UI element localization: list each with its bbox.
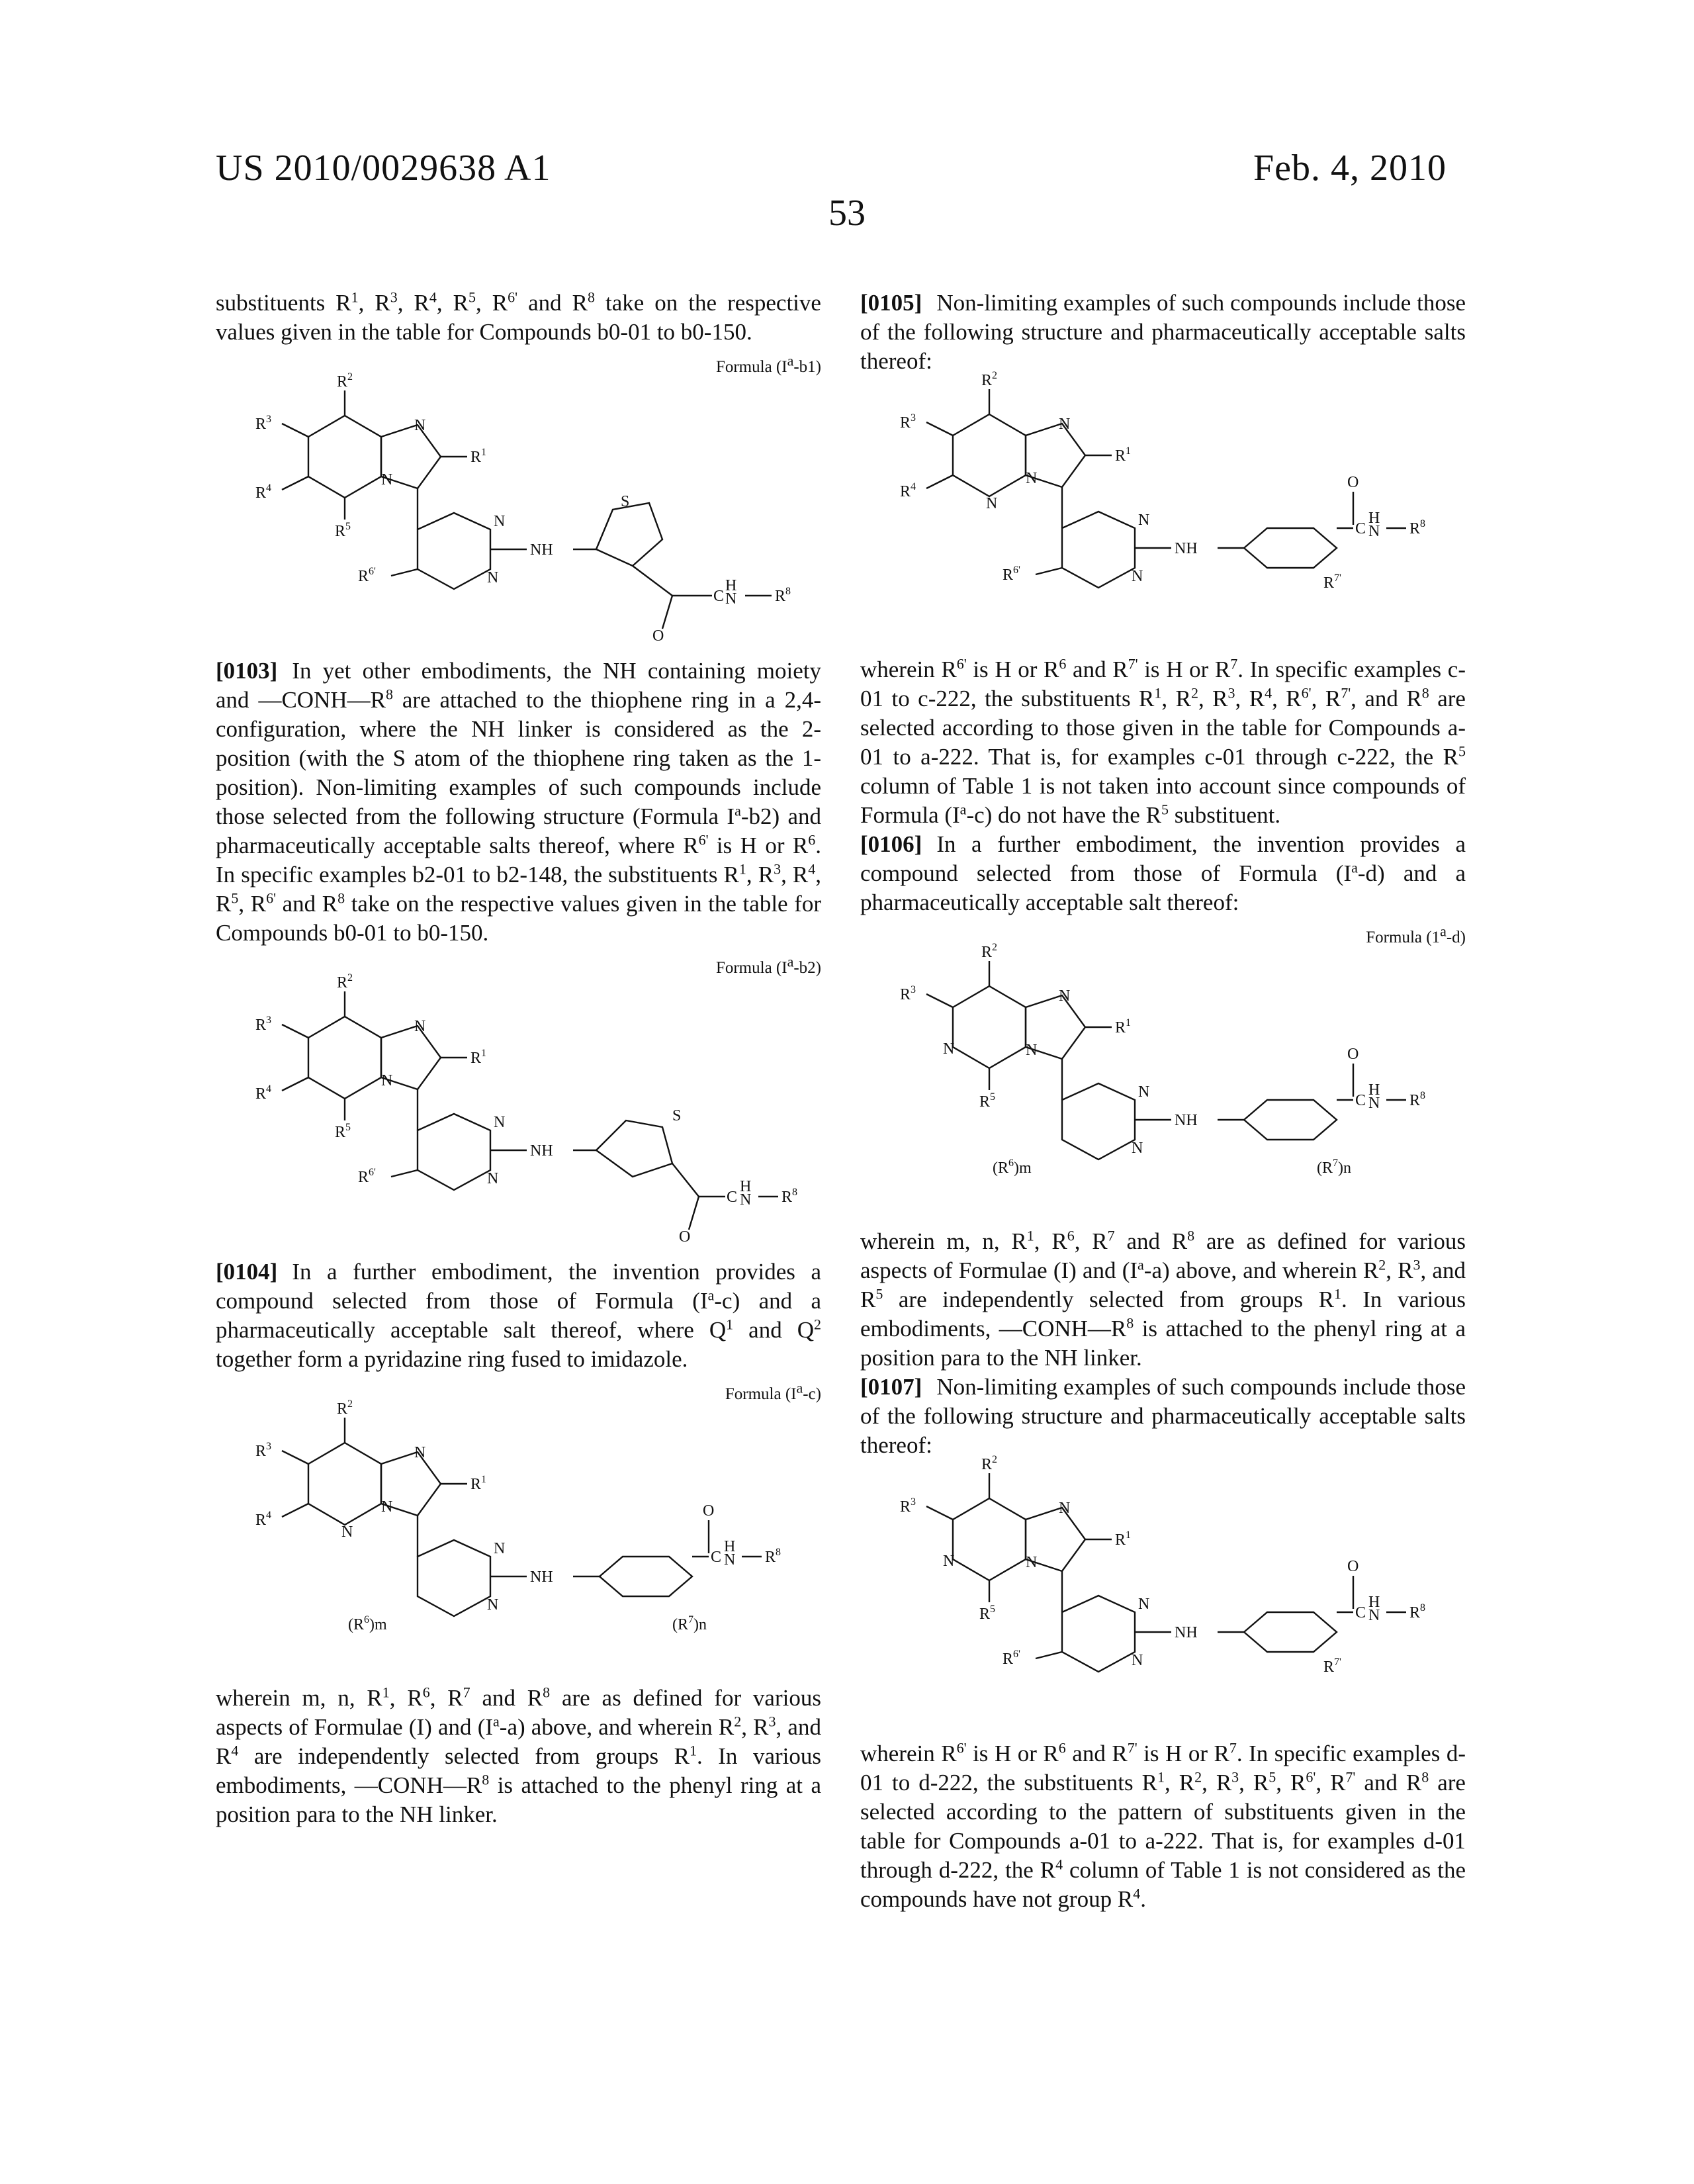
svg-text:N: N xyxy=(1026,1554,1038,1571)
svg-text:N: N xyxy=(494,1114,506,1131)
svg-text:R7': $R^{7'}$ xyxy=(1323,572,1341,592)
structure-formula-c xyxy=(216,1398,821,1669)
superscript: 4 xyxy=(808,860,816,878)
superscript: a xyxy=(787,953,794,970)
svg-text:R3: $R^3$ xyxy=(900,984,916,1003)
thiophene-ring xyxy=(596,1120,672,1177)
superscript: 5 xyxy=(1458,743,1466,760)
paragraph-after-c: wherein m, n, $R^1$, $R^6$, $R^7$ and $R^8$ are as defined for various aspects of Formulae (I) and $(I^a-a)$ above, and wherein $R^2$, $R^3$, and $R^4$ are independently selected from groups $R^1$. In various embodiments, $—CONH—R^8$ is attached to the phenyl ring at a position para to the NH linker. xyxy=(216,1684,821,1827)
paragraph-0106: [0106] In a further embodiment, the invention provides a compound selected from those of Formula $(I^a-d)$ and a pharmaceutically acceptable salt thereof: xyxy=(860,831,1466,915)
svg-text:N: N xyxy=(740,1191,752,1208)
svg-text:N: N xyxy=(1059,1500,1071,1517)
superscript: a xyxy=(959,801,967,818)
svg-text:R4: $R^4$ xyxy=(255,482,272,502)
svg-text:O: O xyxy=(652,627,664,645)
superscript: 2 xyxy=(1378,1256,1386,1273)
svg-text:R6': $R^{6'}$ xyxy=(358,566,376,585)
superscript: 6' xyxy=(1306,1768,1316,1786)
svg-text:N: N xyxy=(381,1072,393,1089)
svg-text:N: N xyxy=(487,1170,499,1187)
superscript: 2 xyxy=(734,1713,742,1730)
svg-text:N: N xyxy=(1132,1140,1143,1157)
superscript: 1 xyxy=(1333,1285,1341,1302)
paragraph-after-d: wherein m, n, $R^1$, $R^6$, $R^7$ and $R^8$ are as defined for various aspects of Formulae (I) and $(I^a-a)$ above, and wherein $R^2$, $R^3$, and $R^5$ are independently selected from groups $R^1$. In various embodiments, $—CONH—R^8$ is attached to the phenyl ring at a position para to the NH linker. xyxy=(860,1227,1466,1371)
svg-text:R3: $R^3$ xyxy=(255,1441,272,1460)
superscript: 3 xyxy=(768,1713,776,1730)
svg-text:H: H xyxy=(724,1538,736,1555)
superscript: 7' xyxy=(1341,684,1351,702)
superscript: 7 xyxy=(463,1684,470,1701)
svg-text:NH: NH xyxy=(1175,540,1198,557)
svg-text:R1: $R^1$ xyxy=(470,447,487,466)
left-column xyxy=(216,289,821,1829)
formula-label-d: Formula (1$^a$-d) xyxy=(1366,923,1466,946)
svg-text:R2: $R^2$ xyxy=(336,371,353,390)
superscript: 6' xyxy=(956,1739,967,1756)
svg-text:R8: $R^8$ xyxy=(775,586,791,605)
svg-text:R1: $R^1$ xyxy=(470,1048,487,1067)
svg-text:O: O xyxy=(679,1228,691,1246)
paragraph-0103: [0103] In yet other embodiments, the NH containing moiety and $—CONH—R^8$ are attached to the thiophene ring in a 2,4-configuration, where the NH linker is considered as the 2-position (with the S atom of the thiophene ring taken as the 1-position). Non-limiting examples of such compounds include those selected from the following structure (Formula $I^a-b2$) and pharmaceutically acceptable salts thereof, where $R^{6'}$ is H or $R^6$. In specific examples b2-01 to b2-148, the substituents $R^1$, $R^3$, $R^4$, $R^5$, $R^{6'}$ and $R^8$ take on the respective values given in the table for Compounds b0-01 to b0-150. xyxy=(216,658,821,946)
svg-text:R4: $R^4$ xyxy=(900,481,916,500)
svg-text:R5: $R^5$ xyxy=(335,1122,351,1141)
svg-text:O: O xyxy=(1347,1558,1359,1575)
structure-formula-d xyxy=(860,942,1466,1212)
structure-formula-c-example xyxy=(860,370,1466,641)
formula-label-b2: Formula $(I^a-b2)$ xyxy=(715,953,821,977)
svg-text:R3: $R^3$ xyxy=(255,1015,272,1034)
svg-text:N: N xyxy=(943,1553,955,1570)
superscript: 8 xyxy=(1187,1227,1195,1244)
pyrimidine-ring xyxy=(418,513,490,589)
svg-text:N: N xyxy=(1368,523,1380,540)
svg-text:R1: $R^1$ xyxy=(1115,1017,1132,1036)
svg-text:H: H xyxy=(1368,1594,1380,1611)
svg-text:NH: NH xyxy=(1175,1624,1198,1641)
svg-text:O: O xyxy=(1347,1046,1359,1063)
superscript: 4 xyxy=(429,289,437,306)
superscript: 6' xyxy=(508,289,518,306)
superscript: 8 xyxy=(1421,1768,1429,1786)
svg-text:N: N xyxy=(986,495,998,512)
svg-text:H: H xyxy=(725,577,737,594)
superscript: 1 xyxy=(1157,1768,1165,1786)
svg-text:R6': $R^{6'}$ xyxy=(358,1167,376,1186)
superscript: 4 xyxy=(231,1742,239,1759)
svg-text:R2: $R^2$ xyxy=(981,1454,998,1473)
pyridine-ring xyxy=(308,416,381,498)
svg-text:N: N xyxy=(1368,1607,1380,1624)
superscript: 7' xyxy=(1345,1768,1356,1786)
svg-text:C: C xyxy=(711,1549,722,1566)
superscript: 3 xyxy=(390,289,398,306)
svg-text:N: N xyxy=(1026,1042,1038,1059)
superscript: 1 xyxy=(351,289,359,306)
svg-text:R8: $R^8$ xyxy=(1409,1090,1426,1109)
svg-text:(R6)m: $(R^6)m$ xyxy=(348,1614,387,1633)
superscript: 8 xyxy=(385,686,393,703)
superscript: 1 xyxy=(1154,684,1162,702)
svg-text:N: N xyxy=(1059,987,1071,1005)
svg-text:R5: $R^5$ xyxy=(335,521,351,540)
svg-text:N: N xyxy=(1132,568,1143,585)
svg-text:R4: $R^4$ xyxy=(255,1083,272,1103)
svg-text:NH: NH xyxy=(530,1142,553,1160)
svg-text:R1: $R^1$ xyxy=(470,1474,487,1493)
svg-text:S: S xyxy=(672,1107,682,1124)
formula-label-c: Formula $(I^a-c)$ xyxy=(725,1379,821,1403)
svg-text:H: H xyxy=(1368,510,1380,527)
superscript: 6 xyxy=(1059,655,1067,672)
phenyl-ring xyxy=(600,1557,692,1596)
superscript: 7 xyxy=(1107,1227,1115,1244)
svg-text:(R6)m: $(R^6)m$ xyxy=(993,1158,1032,1177)
superscript: a xyxy=(707,1287,715,1304)
formula-label-b1: Formula $(I^a-b1)$ xyxy=(715,352,821,376)
superscript: 6' xyxy=(698,831,709,848)
svg-text:R2: $R^2$ xyxy=(981,942,998,961)
svg-text:N: N xyxy=(1138,512,1150,529)
svg-text:N: N xyxy=(1368,1095,1380,1112)
svg-text:C: C xyxy=(713,588,725,605)
svg-text:C: C xyxy=(1355,520,1366,537)
svg-text:R1: $R^1$ xyxy=(1115,1529,1132,1549)
svg-text:R8: $R^8$ xyxy=(765,1547,781,1566)
superscript: 1 xyxy=(1026,1227,1034,1244)
right-column xyxy=(860,289,1466,1914)
publication-date: Feb. 4, 2010 xyxy=(1253,148,1447,189)
superscript: 5 xyxy=(1269,1768,1276,1786)
svg-text:R5: $R^5$ xyxy=(979,1091,996,1111)
structure-formula-b1 xyxy=(216,371,821,645)
publication-number: US 2010/0029638 A1 xyxy=(216,148,551,189)
svg-text:(R7)n: $(R^7)n$ xyxy=(1317,1158,1351,1177)
svg-text:N: N xyxy=(381,471,393,488)
superscript: 8 xyxy=(482,1771,490,1788)
superscript: 1 xyxy=(726,1316,734,1333)
superscript: a xyxy=(735,802,741,819)
superscript: 6' xyxy=(266,889,277,907)
superscript: 4 xyxy=(1133,1885,1141,1902)
superscript: 7' xyxy=(1128,655,1138,672)
svg-text:N: N xyxy=(487,569,499,586)
svg-text:N: N xyxy=(943,1040,955,1058)
svg-text:R6': $R^{6'}$ xyxy=(1003,565,1020,584)
svg-text:N: N xyxy=(1059,416,1071,433)
svg-text:N: N xyxy=(414,1444,426,1461)
superscript: 8 xyxy=(587,289,595,306)
page-number: 53 xyxy=(828,193,866,234)
svg-text:R8: $R^8$ xyxy=(1409,518,1426,537)
paragraph-continuation: substituents $R^1$, $R^3$, $R^4$, $R^5$, $R^{6'}$ and $R^8$ take on the respective values given in the table for Compounds b0-01 to b0-150. xyxy=(216,289,821,345)
superscript: 2 xyxy=(814,1316,822,1333)
superscript: a xyxy=(1351,859,1358,876)
superscript: a xyxy=(493,1713,500,1730)
svg-text:R7': $R^{7'}$ xyxy=(1323,1657,1341,1676)
superscript: 1 xyxy=(689,1742,697,1759)
svg-text:N: N xyxy=(725,590,737,608)
svg-text:R3: $R^3$ xyxy=(255,414,272,433)
superscript: 2 xyxy=(1194,1768,1202,1786)
svg-text:C: C xyxy=(1355,1092,1366,1109)
svg-text:N: N xyxy=(494,1540,506,1557)
svg-text:R8: $R^8$ xyxy=(1409,1602,1426,1621)
superscript: 1 xyxy=(382,1684,390,1701)
svg-text:R2: $R^2$ xyxy=(336,972,353,991)
superscript: a xyxy=(796,1379,803,1396)
superscript: 6 xyxy=(422,1684,430,1701)
svg-text:O: O xyxy=(1347,474,1359,491)
svg-text:R3: $R^3$ xyxy=(900,1496,916,1516)
superscript: 6 xyxy=(1058,1739,1066,1756)
svg-text:N: N xyxy=(1026,470,1038,487)
paragraph-0105: [0105] Non-limiting examples of such compounds include those of the following structure and pharmaceutically acceptable salts thereof: xyxy=(860,290,1466,374)
svg-text:R2: $R^2$ xyxy=(336,1398,353,1418)
superscript: 2 xyxy=(1190,684,1198,702)
superscript: 3 xyxy=(1227,684,1235,702)
svg-text:C: C xyxy=(727,1189,738,1206)
svg-text:NH: NH xyxy=(1175,1112,1198,1129)
svg-text:R5: $R^5$ xyxy=(979,1604,996,1623)
svg-text:R2: $R^2$ xyxy=(981,370,998,389)
superscript: a xyxy=(1440,923,1447,940)
paragraph-0107: [0107] Non-limiting examples of such compounds include those of the following structure and pharmaceutically acceptable salts thereof: xyxy=(860,1374,1466,1458)
svg-text:H: H xyxy=(1368,1081,1380,1099)
thiophene-ring xyxy=(596,503,662,566)
superscript: 6 xyxy=(808,831,816,848)
superscript: 8 xyxy=(1126,1314,1134,1332)
svg-text:N: N xyxy=(1138,1596,1150,1613)
structure-formula-b2 xyxy=(216,972,821,1246)
svg-text:H: H xyxy=(740,1178,752,1195)
superscript: 7' xyxy=(1127,1739,1137,1756)
svg-text:O: O xyxy=(703,1502,715,1520)
svg-text:N: N xyxy=(1138,1083,1150,1101)
superscript: 3 xyxy=(1231,1768,1239,1786)
svg-text:R1: $R^1$ xyxy=(1115,445,1132,465)
svg-text:N: N xyxy=(724,1551,736,1569)
superscript: 7 xyxy=(1229,1739,1237,1756)
superscript: 7 xyxy=(1230,655,1238,672)
superscript: 8 xyxy=(543,1684,551,1701)
superscript: 4 xyxy=(1055,1856,1063,1873)
superscript: 6' xyxy=(1301,684,1312,702)
svg-text:R4: $R^4$ xyxy=(255,1510,272,1529)
superscript: 4 xyxy=(1265,684,1272,702)
svg-text:N: N xyxy=(1132,1652,1143,1669)
svg-text:N: N xyxy=(414,417,426,434)
svg-text:N: N xyxy=(414,1018,426,1035)
svg-text:R8: $R^8$ xyxy=(781,1187,798,1206)
superscript: 8 xyxy=(337,889,345,907)
superscript: 8 xyxy=(1421,684,1429,702)
superscript: 6 xyxy=(1067,1227,1075,1244)
superscript: 3 xyxy=(1413,1256,1421,1273)
svg-text:S: S xyxy=(621,493,630,510)
svg-text:N: N xyxy=(487,1596,499,1614)
superscript: 5 xyxy=(468,289,476,306)
svg-text:C: C xyxy=(1355,1604,1366,1621)
superscript: a xyxy=(787,352,794,369)
svg-text:N: N xyxy=(494,513,506,530)
superscript: 5 xyxy=(231,889,239,907)
svg-text:R6': $R^{6'}$ xyxy=(1003,1649,1020,1668)
paragraph-0104: [0104] In a further embodiment, the invention provides a compound selected from those of Formula $(I^a-c)$ and a pharmaceutically acceptable salt thereof, where $Q^1$ and $Q^2$ together form a pyridazine ring fused to imidazole. xyxy=(216,1259,822,1372)
superscript: 1 xyxy=(738,860,746,878)
superscript: 5 xyxy=(875,1285,883,1302)
svg-text:R3: $R^3$ xyxy=(900,412,916,432)
svg-text:N: N xyxy=(381,1498,393,1516)
structure-formula-d-example xyxy=(860,1454,1466,1725)
superscript: a xyxy=(1137,1256,1144,1273)
superscript: 3 xyxy=(774,860,781,878)
superscript: 5 xyxy=(1161,801,1169,818)
svg-text:NH: NH xyxy=(530,1569,553,1586)
svg-text:N: N xyxy=(341,1524,353,1541)
paragraph-after-d2: wherein $R^{6'}$ is H or $R^6$ and $R^{7'}$ is H or $R^7$. In specific examples d-01 to d-222, the substituents $R^1$, $R^2$, $R^3$, $R^5$, $R^{6'}$, $R^{7'}$ and $R^8$ are selected according to the pattern of substituents given in the table for Compounds a-01 to a-222. That is, for examples d-01 through d-222, the $R^4$ column of Table 1 is not considered as the compounds have not group $R^4$. xyxy=(860,1739,1466,1912)
svg-text:NH: NH xyxy=(530,541,553,559)
svg-text:(R7)n: $(R^7)n$ xyxy=(672,1614,707,1633)
superscript: 6' xyxy=(956,655,967,672)
paragraph-after-c2: wherein $R^{6'}$ is H or $R^6$ and $R^{7'}$ is H or $R^7$. In specific examples c-01 to c-222, the substituents $R^1$, $R^2$, $R^3$, $R^4$, $R^{6'}$, $R^{7'}$, and $R^8$ are selected according to those given in the table for Compounds a-01 to a-222. That is, for examples c-01 through c-222, the $R^5$ column of Table 1 is not taken into account since compounds of Formula $(I^a-c)$ do not have the $R^5$ substituent. xyxy=(860,655,1466,828)
